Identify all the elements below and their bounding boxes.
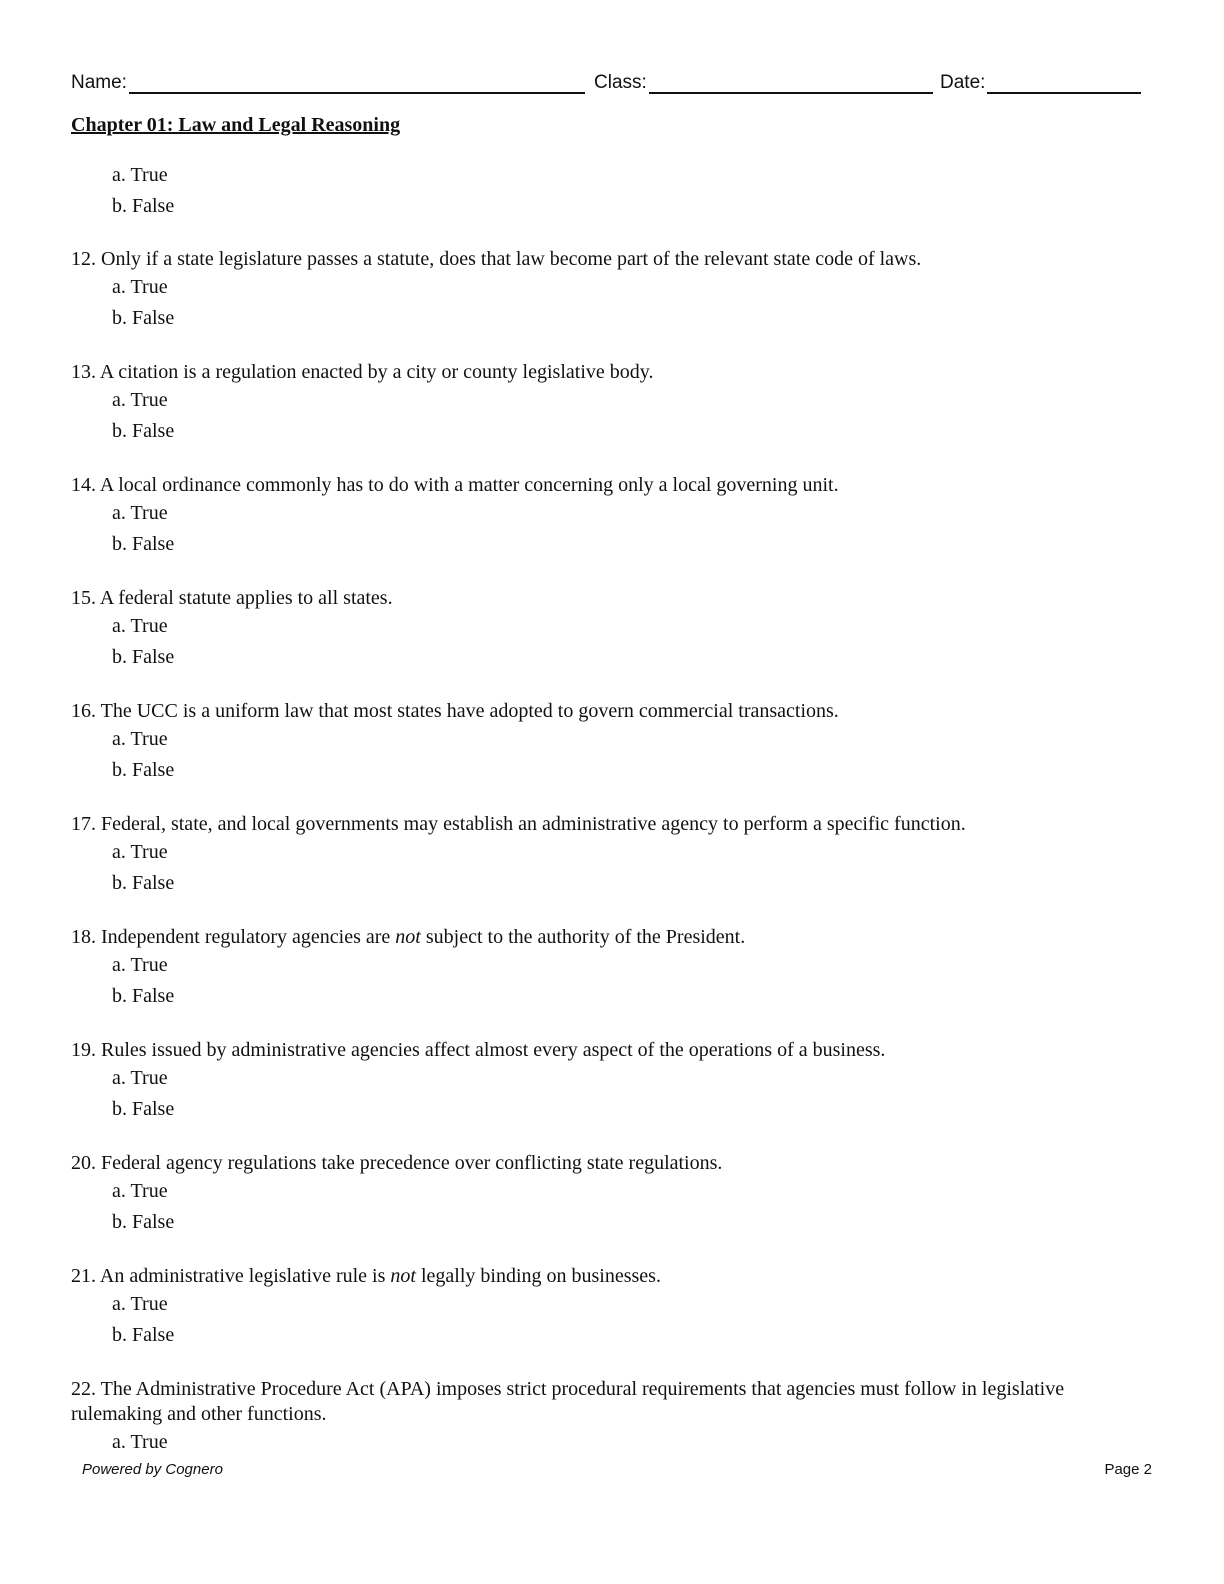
question-number: 13. — [71, 361, 96, 383]
name-label: Name: — [71, 72, 127, 93]
option-false[interactable]: b. False — [112, 195, 175, 217]
question-list — [71, 160, 1143, 1484]
question-item — [71, 1377, 1143, 1458]
page-number: Page 2 — [1104, 1461, 1152, 1478]
question-item — [71, 1264, 1143, 1351]
question-stem — [71, 360, 1143, 385]
question-stem — [71, 1038, 1143, 1063]
option-false[interactable]: b. False — [112, 759, 175, 781]
question-item — [71, 360, 1143, 447]
name-line[interactable] — [129, 72, 585, 94]
option-false[interactable]: b. False — [112, 872, 175, 894]
question-text: The Administrative Procedure Act (APA) imposes strict procedural requirements that agencies must follow in legislative rulemaking and other functions. — [71, 1378, 1065, 1425]
question-text: An administrative legislative rule is — [99, 1265, 391, 1287]
question-number: 15. — [71, 587, 96, 609]
footer-powered-by: Powered by Cognero — [82, 1461, 223, 1478]
option-false[interactable]: b. False — [112, 1098, 175, 1120]
question-number: 17. — [71, 813, 96, 835]
question-item — [71, 699, 1143, 786]
option-true[interactable]: a. True — [112, 1067, 168, 1089]
question-text: subject to the authority of the President. — [420, 926, 746, 948]
option-false[interactable]: b. False — [112, 533, 175, 555]
question-stem — [71, 586, 1143, 611]
option-true[interactable]: a. True — [112, 954, 168, 976]
question-stem — [71, 812, 1143, 837]
option-false[interactable]: b. False — [112, 420, 175, 442]
class-label: Class: — [594, 72, 647, 93]
option-false[interactable]: b. False — [112, 985, 175, 1007]
question-text: The UCC is a uniform law that most states have adopted to govern commercial transactions. — [100, 700, 839, 722]
option-true[interactable]: a. True — [112, 502, 168, 524]
date-field — [940, 72, 1141, 94]
class-field — [594, 72, 933, 94]
option-false[interactable]: b. False — [112, 646, 175, 668]
emphasis-text: not — [395, 926, 421, 948]
question-text: Only if a state legislature passes a statute, does that law become part of the relevant state code of laws. — [101, 248, 922, 270]
emphasis-text: not — [390, 1265, 416, 1287]
question-number: 18. — [71, 926, 96, 948]
class-line[interactable] — [649, 72, 933, 94]
question-item — [71, 247, 1143, 334]
date-line[interactable] — [987, 72, 1141, 94]
option-true[interactable]: a. True — [112, 615, 168, 637]
option-true[interactable]: a. True — [112, 389, 168, 411]
question-stem — [71, 1151, 1143, 1176]
question-number: 19. — [71, 1039, 96, 1061]
question-stem — [71, 699, 1143, 724]
option-true[interactable]: a. True — [112, 1180, 168, 1202]
question-stem — [71, 1264, 1143, 1289]
question-item — [71, 812, 1143, 899]
question-number: 12. — [71, 248, 96, 270]
question-item — [71, 925, 1143, 1012]
question-number: 22. — [71, 1378, 96, 1400]
option-true[interactable]: a. True — [112, 1431, 168, 1453]
option-true[interactable]: a. True — [112, 164, 168, 186]
option-true[interactable]: a. True — [112, 276, 168, 298]
date-label: Date: — [940, 72, 986, 93]
option-false[interactable]: b. False — [112, 1324, 175, 1346]
question-stem — [71, 473, 1143, 498]
question-continued — [71, 160, 1143, 222]
chapter-title: Chapter 01: Law and Legal Reasoning — [71, 114, 401, 136]
question-number: 14. — [71, 474, 96, 496]
question-stem — [71, 1377, 1143, 1427]
question-text: Rules issued by administrative agencies affect almost every aspect of the operations of a business. — [101, 1039, 886, 1061]
question-stem — [71, 925, 1143, 950]
question-text: Federal agency regulations take precedence over conflicting state regulations. — [101, 1152, 723, 1174]
question-item — [71, 1038, 1143, 1125]
question-text: Federal, state, and local governments may establish an administrative agency to perform a specific function. — [101, 813, 966, 835]
question-text: A citation is a regulation enacted by a city or county legislative body. — [99, 361, 654, 383]
question-number: 16. — [71, 700, 96, 722]
question-text: A federal statute applies to all states. — [99, 587, 393, 609]
question-item — [71, 473, 1143, 560]
question-number: 21. — [71, 1265, 96, 1287]
student-info-header — [71, 72, 1143, 96]
question-number: 20. — [71, 1152, 96, 1174]
option-true[interactable]: a. True — [112, 841, 168, 863]
question-item — [71, 586, 1143, 673]
question-stem — [71, 247, 1143, 272]
option-false[interactable]: b. False — [112, 307, 175, 329]
question-text: legally binding on businesses. — [415, 1265, 661, 1287]
question-text: Independent regulatory agencies are — [101, 926, 396, 948]
name-field — [71, 72, 585, 94]
option-true[interactable]: a. True — [112, 1293, 168, 1315]
question-text: A local ordinance commonly has to do with a matter concerning only a local governing unit. — [99, 474, 839, 496]
option-false[interactable]: b. False — [112, 1211, 175, 1233]
question-item — [71, 1151, 1143, 1238]
option-true[interactable]: a. True — [112, 728, 168, 750]
